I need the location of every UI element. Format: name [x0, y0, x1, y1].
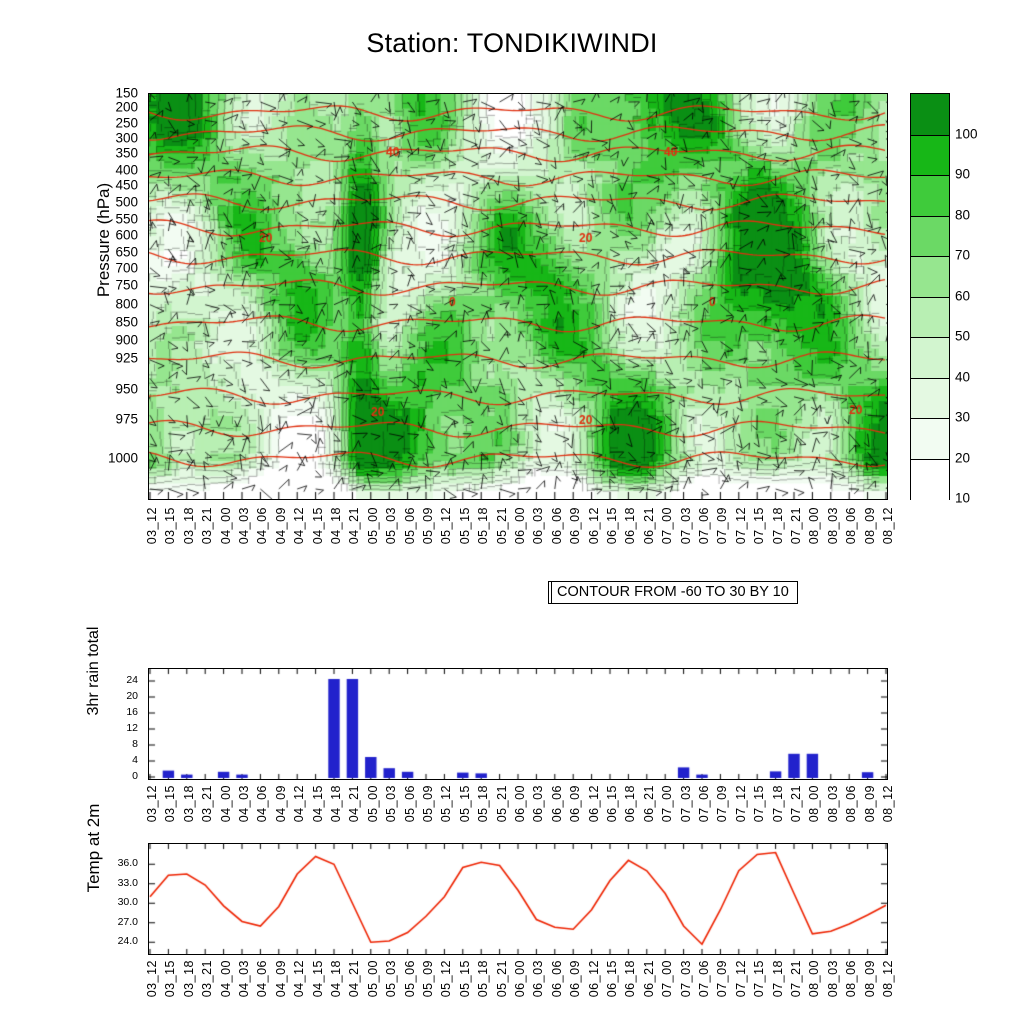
- time-tick: 03_12: [145, 960, 159, 998]
- pressure-tick: 250: [115, 115, 138, 131]
- time-tick: 04_03: [237, 785, 251, 823]
- time-tick: 06_12: [586, 507, 601, 545]
- time-tick: 03_21: [200, 960, 215, 998]
- time-tick: 06_18: [623, 960, 638, 998]
- time-tick: 06_09: [568, 507, 583, 545]
- time-tick: 07_18: [770, 507, 785, 545]
- temp-time-axis-labels: [145, 958, 895, 1020]
- time-tick: 05_09: [421, 785, 435, 823]
- time-tick: 07_03: [678, 507, 693, 545]
- time-tick: 07_00: [660, 785, 675, 823]
- time-tick: 03_12: [145, 507, 159, 545]
- rain-tick: 20: [126, 690, 138, 702]
- time-tick: 06_21: [641, 960, 656, 998]
- time-tick: 07_15: [752, 507, 767, 545]
- colorbar-tick: 70: [955, 247, 971, 263]
- colorbar-tick: 20: [955, 450, 971, 465]
- time-tick: 07_09: [715, 960, 730, 998]
- time-tick: 04_06: [255, 785, 270, 823]
- rain-tick: 12: [126, 722, 138, 734]
- temp-tick: 33.0: [117, 876, 138, 889]
- pressure-tick: 850: [115, 314, 138, 330]
- time-tick: 07_18: [770, 960, 785, 998]
- colorbar-tick: 30: [955, 409, 971, 425]
- colorbar-segment: [911, 459, 949, 501]
- time-tick: 08_06: [844, 507, 859, 545]
- pressure-tick: 200: [115, 99, 138, 115]
- time-tick: 04_03: [237, 507, 251, 545]
- rain-panel: [148, 668, 888, 780]
- time-tick: 03_15: [163, 960, 178, 998]
- time-tick: 06_03: [531, 507, 546, 545]
- colorbar-tick: 90: [955, 166, 971, 182]
- time-tick: 04_09: [273, 785, 288, 823]
- time-tick: 06_21: [641, 785, 656, 823]
- rain-tick: 0: [132, 770, 138, 782]
- time-tick: 07_06: [697, 960, 711, 998]
- rain-tick: 8: [132, 738, 138, 750]
- pressure-tick: 350: [115, 145, 138, 161]
- time-tick: 04_18: [329, 960, 343, 998]
- time-tick: 07_12: [733, 785, 748, 823]
- time-tick: 03_15: [163, 785, 178, 823]
- colorbar-tick: 10: [955, 490, 971, 506]
- time-tick: 05_12: [439, 960, 454, 998]
- time-tick: 08_09: [862, 507, 877, 545]
- time-tick: 06_18: [623, 507, 638, 545]
- time-tick: 08_00: [807, 785, 822, 823]
- rain-time-axis-labels: [145, 783, 895, 845]
- colorbar-segment: [911, 297, 949, 339]
- time-tick: 04_09: [273, 960, 288, 998]
- time-tick: 07_15: [752, 960, 767, 998]
- time-tick: 06_09: [568, 785, 583, 823]
- time-tick: 06_06: [549, 507, 564, 545]
- pressure-tick: 300: [115, 130, 138, 146]
- time-tick: 08_00: [807, 960, 822, 998]
- time-tick: 04_15: [310, 785, 325, 823]
- time-tick: 03_21: [200, 507, 215, 545]
- time-tick: 05_06: [402, 785, 417, 823]
- pressure-tick: 700: [115, 260, 138, 276]
- time-tick: 07_12: [733, 960, 748, 998]
- time-tick: 05_15: [457, 507, 472, 545]
- time-tick: 04_06: [255, 507, 270, 545]
- time-tick: 05_21: [494, 785, 509, 823]
- pressure-axis-label: Pressure (hPa): [94, 182, 113, 298]
- time-tick: 03_18: [181, 507, 196, 545]
- time-tick: 04_15: [310, 960, 325, 998]
- temp-tick: 30.0: [117, 896, 138, 909]
- time-tick: 04_09: [273, 507, 288, 545]
- time-tick: 06_15: [605, 507, 619, 545]
- time-tick: 06_06: [549, 785, 564, 823]
- time-tick: 07_21: [789, 960, 803, 998]
- time-tick: 05_18: [476, 507, 491, 545]
- time-tick: 07_06: [697, 507, 711, 545]
- pressure-tick: 900: [115, 332, 138, 348]
- rain-bar-canvas: [149, 669, 887, 779]
- pressure-tick: 800: [115, 296, 138, 312]
- pressure-tick: 650: [115, 244, 138, 260]
- time-tick: 07_12: [733, 507, 748, 545]
- pressure-tick: 150: [115, 85, 138, 101]
- time-tick: 04_21: [347, 960, 362, 998]
- colorbar-segment: [911, 94, 949, 135]
- time-tick: 06_00: [513, 960, 527, 998]
- colorbar: [910, 93, 950, 500]
- time-tick: 03_15: [163, 507, 178, 545]
- pressure-tick: 1000: [107, 450, 138, 465]
- time-tick: 05_03: [384, 785, 399, 823]
- rain-tick: 24: [126, 674, 138, 686]
- time-tick: 07_00: [660, 507, 675, 545]
- time-tick: 07_15: [752, 785, 767, 823]
- pressure-tick: 450: [115, 177, 138, 193]
- temp-line-canvas: [149, 844, 887, 954]
- time-tick: 05_00: [365, 785, 380, 823]
- pressure-tick: 400: [115, 162, 138, 178]
- time-tick: 08_09: [862, 785, 877, 823]
- colorbar-segment: [911, 378, 949, 420]
- time-tick: 07_09: [715, 507, 730, 545]
- colorbar-labels: [955, 93, 1015, 506]
- time-tick: 07_21: [789, 785, 803, 823]
- time-tick: 08_03: [825, 785, 840, 823]
- time-tick: 05_12: [439, 785, 454, 823]
- time-tick: 06_00: [513, 785, 527, 823]
- contour-canvas: [149, 94, 887, 499]
- time-tick: 03_18: [181, 785, 196, 823]
- time-tick: 04_00: [218, 960, 233, 998]
- page-title: Station: TONDIKIWINDI: [366, 28, 658, 58]
- time-tick: 05_03: [384, 507, 399, 545]
- time-tick: 06_21: [641, 507, 656, 545]
- rain-tick: 16: [126, 706, 138, 718]
- time-tick: 05_15: [457, 960, 472, 998]
- time-tick: 07_06: [697, 785, 711, 823]
- colorbar-segment: [911, 256, 949, 298]
- time-tick: 05_06: [402, 960, 417, 998]
- time-tick: 06_15: [605, 785, 619, 823]
- time-tick: 04_21: [347, 785, 362, 823]
- pressure-tick: 600: [115, 227, 138, 243]
- time-tick: 05_12: [439, 507, 454, 545]
- time-tick: 04_06: [255, 960, 270, 998]
- time-tick: 08_03: [825, 507, 840, 545]
- rain-tick: 4: [132, 754, 138, 766]
- temp-panel: [148, 843, 888, 955]
- time-tick: 04_18: [329, 507, 343, 545]
- colorbar-segment: [911, 337, 949, 379]
- time-tick: 05_00: [365, 960, 380, 998]
- time-tick: 05_09: [421, 507, 435, 545]
- colorbar-tick: 100: [955, 126, 978, 141]
- colorbar-segment: [911, 135, 949, 177]
- time-tick: 05_18: [476, 785, 491, 823]
- time-tick: 08_12: [881, 960, 895, 998]
- time-tick: 04_12: [292, 785, 307, 823]
- colorbar-segment: [911, 175, 949, 217]
- time-tick: 04_15: [310, 507, 325, 545]
- sounding-timeseries-panel: [148, 93, 888, 500]
- time-tick: 05_00: [365, 507, 380, 545]
- time-tick: 08_03: [825, 960, 840, 998]
- time-tick: 07_18: [770, 785, 785, 823]
- time-tick: 03_12: [145, 785, 159, 823]
- pressure-tick: 550: [115, 211, 138, 227]
- colorbar-tick: 80: [955, 207, 971, 222]
- time-tick: 04_00: [218, 785, 233, 823]
- time-tick: 06_18: [623, 785, 638, 823]
- time-tick: 04_18: [329, 785, 343, 823]
- colorbar-tick: 40: [955, 369, 971, 384]
- time-tick: 06_03: [531, 785, 546, 823]
- time-tick: 08_12: [881, 785, 895, 823]
- time-tick: 03_21: [200, 785, 215, 823]
- colorbar-segment: [911, 216, 949, 258]
- time-tick: 08_12: [881, 507, 895, 545]
- rain-axis-label: 3hr rain total: [85, 626, 102, 716]
- time-tick: 06_12: [586, 960, 601, 998]
- time-tick: 08_06: [844, 785, 859, 823]
- time-tick: 07_00: [660, 960, 675, 998]
- colorbar-segment: [911, 418, 949, 460]
- time-tick: 04_21: [347, 507, 362, 545]
- time-tick: 08_09: [862, 960, 877, 998]
- pressure-tick: 750: [115, 277, 138, 293]
- temp-axis-ticks: [96, 843, 144, 953]
- time-tick: 07_21: [789, 507, 803, 545]
- time-tick: 05_09: [421, 960, 435, 998]
- pressure-axis-ticks: [60, 85, 146, 498]
- pressure-tick: 500: [115, 194, 138, 210]
- time-tick: 03_18: [181, 960, 196, 998]
- pressure-tick: 950: [115, 381, 138, 397]
- time-tick: 06_03: [531, 960, 546, 998]
- time-tick: 08_06: [844, 960, 859, 998]
- pressure-tick: 975: [115, 411, 138, 427]
- main-time-axis-labels: [145, 505, 895, 575]
- contour-note: CONTOUR FROM -60 TO 30 BY 10: [548, 581, 798, 604]
- temp-tick: 24.0: [117, 935, 138, 948]
- time-tick: 06_00: [513, 507, 527, 545]
- colorbar-tick: 60: [955, 288, 971, 303]
- time-tick: 07_03: [678, 960, 693, 998]
- time-tick: 04_12: [292, 960, 307, 998]
- time-tick: 05_21: [494, 507, 509, 545]
- time-tick: 06_15: [605, 960, 619, 998]
- temp-tick: 36.0: [117, 857, 138, 870]
- pressure-tick: 925: [115, 350, 138, 366]
- time-tick: 05_03: [384, 960, 399, 998]
- time-tick: 06_06: [549, 960, 564, 998]
- time-tick: 06_12: [586, 785, 601, 823]
- temp-axis-label: Temp at 2m: [84, 803, 103, 893]
- time-tick: 05_21: [494, 960, 509, 998]
- colorbar-tick: 50: [955, 328, 971, 344]
- time-tick: 07_09: [715, 785, 730, 823]
- time-tick: 05_15: [457, 785, 472, 823]
- time-tick: 05_06: [402, 507, 417, 545]
- time-tick: 06_09: [568, 960, 583, 998]
- time-tick: 04_00: [218, 507, 233, 545]
- temp-tick: 27.0: [117, 915, 138, 928]
- time-tick: 07_03: [678, 785, 693, 823]
- time-tick: 08_00: [807, 507, 822, 545]
- time-tick: 04_03: [237, 960, 251, 998]
- time-tick: 04_12: [292, 507, 307, 545]
- time-tick: 05_18: [476, 960, 491, 998]
